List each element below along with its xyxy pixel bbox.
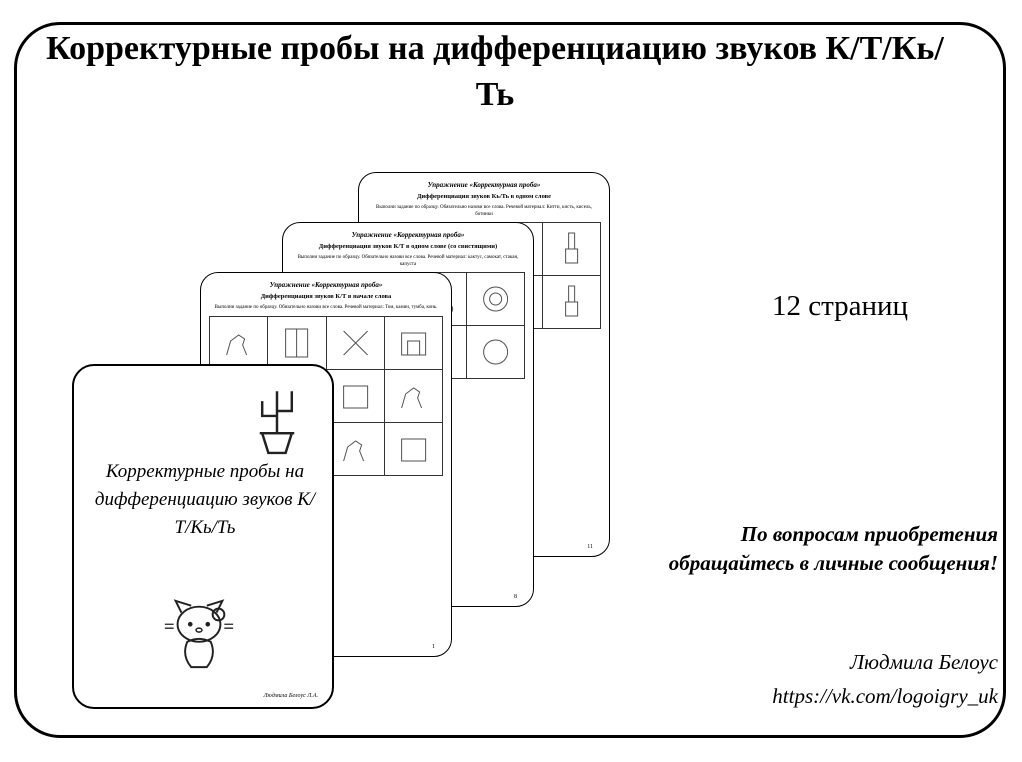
cabbage-icon — [473, 279, 518, 319]
hello-kitty-icon — [160, 595, 238, 673]
cabbage-icon — [473, 332, 518, 372]
horse-icon — [216, 323, 261, 363]
sheet-subtitle: Дифференциация звуков К/Т в одном слове (со свистящими) — [318, 243, 498, 250]
contact-note: По вопросам приобретения обращайтесь в личные сообщения! — [668, 522, 998, 575]
sheet-subtitle: Дифференциация звуков К/Т в начале слова — [260, 293, 392, 300]
grid-cell[interactable] — [210, 317, 268, 370]
cupboard-icon — [274, 323, 319, 363]
cactus-icon — [240, 374, 314, 462]
horse-icon — [391, 376, 436, 416]
pages-count-label: 12 страниц — [771, 290, 909, 322]
sheet-header — [201, 273, 451, 305]
crossed-icon — [333, 323, 378, 363]
cover-sheet[interactable] — [72, 364, 334, 709]
sheet-instruction: Выполни задание по образцу. Обязательно назови все слова. Речевой материал: Том, камин, тумба, конь. — [214, 305, 438, 310]
author-block — [640, 645, 998, 713]
fireplace-icon — [391, 323, 436, 363]
fireplace-icon — [391, 429, 436, 469]
fireplace-icon — [333, 376, 378, 416]
grid-cell[interactable] — [385, 317, 443, 370]
grid-cell[interactable] — [467, 273, 525, 326]
sheet-title: Упражнение «Корректурная проба» — [269, 281, 383, 289]
grid-cell[interactable] — [385, 423, 443, 476]
sheet-instruction: Выполни задание по образцу. Обязательно назови все слова. Речевой материал: кактус, самокат, стакан, капуста — [297, 255, 519, 267]
sheet-instruction: Выполни задание по образцу. Обязательно назови все слова. Речевой материал: Китти, кисть, кисель, ботинки — [376, 205, 592, 217]
page-title: Корректурные пробы на дифференциацию звуков К/Т/Кь/Ть — [46, 30, 944, 113]
sheet-page-number: 8 — [514, 594, 517, 600]
sheet-title: Упражнение «Корректурная проба» — [351, 231, 465, 239]
brush-icon — [549, 282, 594, 322]
sheet-subtitle: Дифференциация звуков Кь/Ть в одном слове — [416, 193, 552, 200]
sheet-header — [283, 223, 533, 255]
horse-icon — [333, 429, 378, 469]
grid-cell[interactable] — [268, 317, 326, 370]
grid-cell[interactable] — [385, 370, 443, 423]
grid-cell[interactable] — [467, 326, 525, 379]
author-link[interactable]: https://vk.com/logoigry_uk — [772, 684, 998, 708]
sheet-page-number: 11 — [587, 544, 593, 550]
brush-icon — [549, 229, 594, 269]
grid-cell[interactable] — [543, 223, 601, 276]
grid-cell[interactable] — [327, 370, 385, 423]
cover-signature: Людмила Белоус Л.А. — [263, 693, 318, 699]
author-name: Людмила Белоус — [849, 650, 998, 674]
sheet-header — [359, 173, 609, 205]
grid-cell[interactable] — [327, 423, 385, 476]
sheet-title: Упражнение «Корректурная проба» — [427, 181, 541, 189]
grid-cell[interactable] — [543, 276, 601, 329]
cover-title: Корректурные пробы на дифференциацию звуков К/Т/Кь/Ть — [94, 461, 316, 538]
grid-cell[interactable] — [327, 317, 385, 370]
sheet-page-number: 1 — [432, 644, 435, 650]
